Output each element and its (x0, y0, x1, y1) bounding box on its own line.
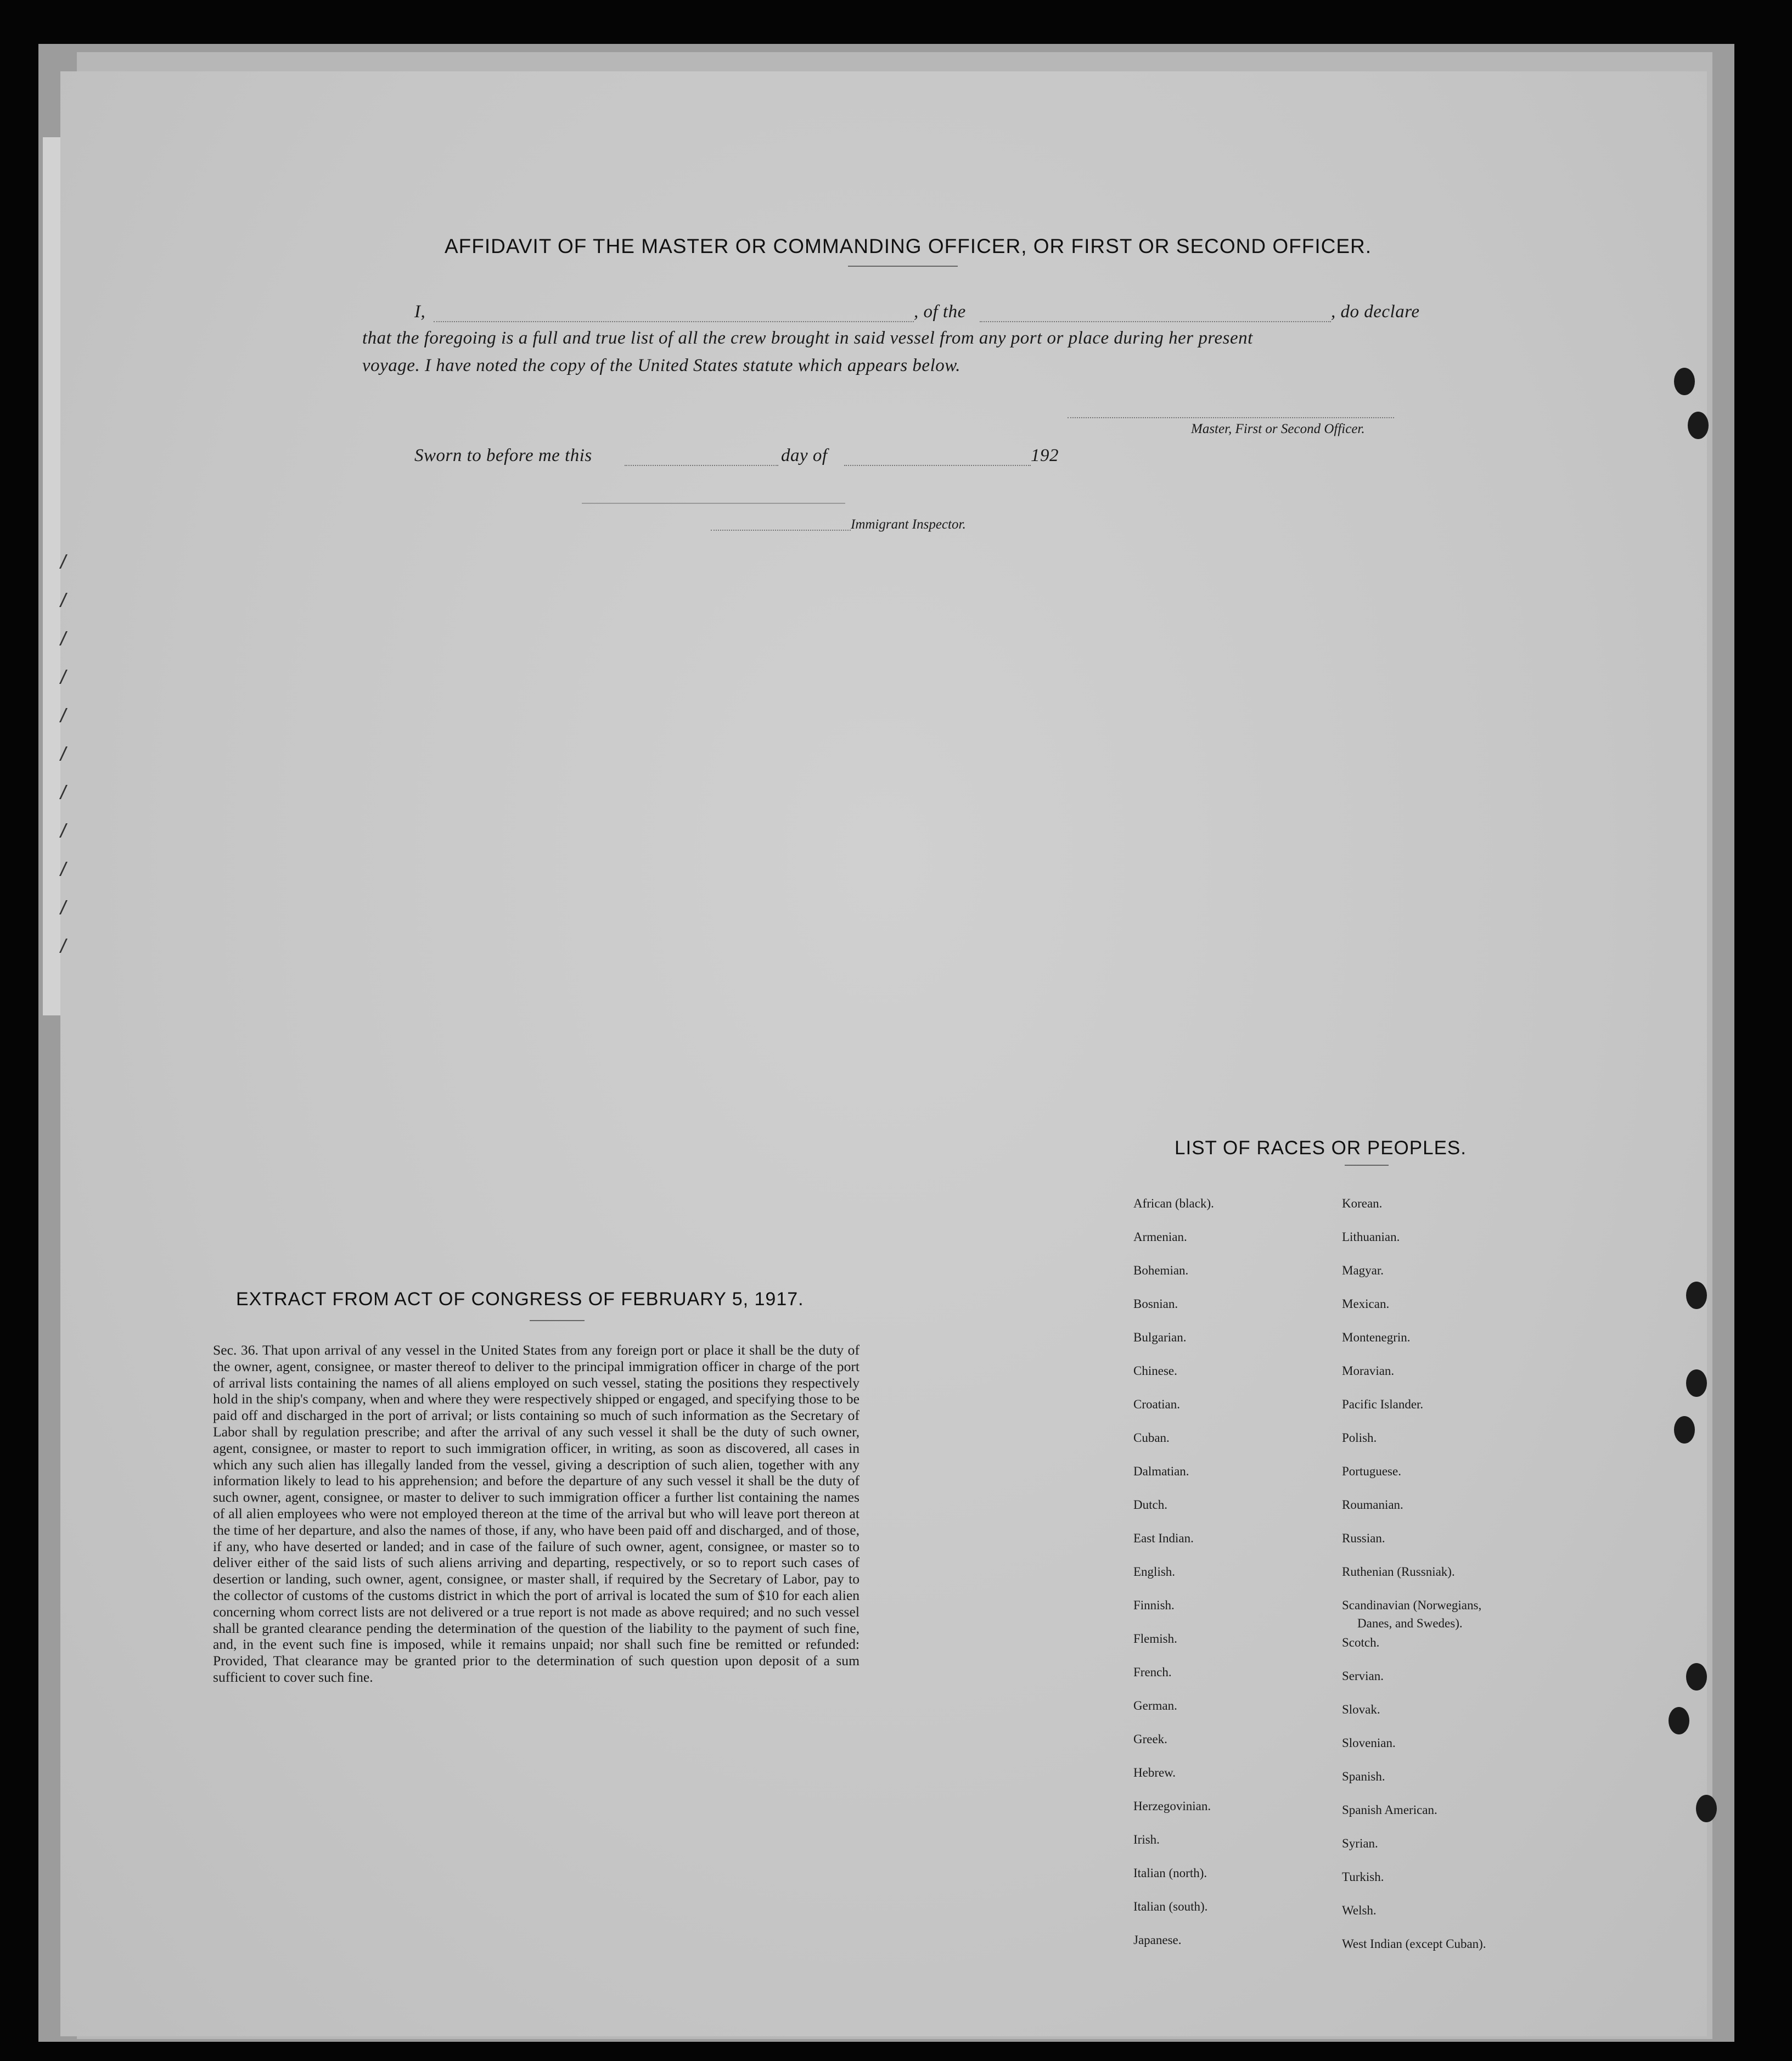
race-item: Pacific Islander. (1342, 1397, 1424, 1411)
vessel-blank (980, 321, 1331, 322)
race-item: Croatian. (1133, 1397, 1180, 1411)
race-item: Turkish. (1342, 1870, 1384, 1884)
race-item: Japanese. (1133, 1933, 1182, 1947)
race-item: Russian. (1342, 1531, 1385, 1545)
race-item: Bohemian. (1133, 1263, 1189, 1277)
affidavit-line1-start: I, (414, 302, 426, 322)
punch-hole (1688, 412, 1709, 439)
sworn-text: Sworn to before me this (414, 446, 592, 465)
punch-hole (1686, 1663, 1707, 1691)
race-item: Moravian. (1342, 1364, 1395, 1378)
punch-hole (1669, 1707, 1689, 1734)
extract-title-rule (530, 1320, 585, 1321)
race-item: Italian (north). (1133, 1866, 1207, 1880)
punch-hole (1674, 1416, 1695, 1444)
race-item: Finnish. (1133, 1598, 1175, 1612)
affidavit-line1-end: , do declare (1331, 302, 1420, 322)
name-blank (434, 321, 914, 322)
race-item: Scotch. (1342, 1636, 1380, 1649)
race-item: Portuguese. (1342, 1464, 1401, 1478)
affidavit-line3: voyage. I have noted the copy of the United States statute which appears below. (362, 356, 961, 375)
race-item: Hebrew. (1133, 1766, 1176, 1779)
punch-hole (1674, 368, 1695, 395)
race-item: Flemish. (1133, 1632, 1177, 1646)
affidavit-line2: that the foregoing is a full and true list of all the crew brought in said vessel from any port or place during her present (362, 328, 1253, 348)
punch-hole (1696, 1795, 1717, 1822)
race-item: French. (1133, 1665, 1172, 1679)
race-item: Spanish American. (1342, 1803, 1437, 1817)
affidavit-title: AFFIDAVIT OF THE MASTER OR COMMANDING OFFICER, OR FIRST OR SECOND OFFICER. (445, 235, 1372, 257)
month-blank (844, 465, 1031, 466)
master-signature-label: Master, First or Second Officer. (1191, 422, 1365, 436)
race-item: Polish. (1342, 1431, 1377, 1445)
race-item: Scandinavian (Norwegians, (1342, 1598, 1482, 1612)
race-item: Irish. (1133, 1833, 1160, 1846)
race-item: Cuban. (1133, 1431, 1170, 1445)
inspector-rule (582, 503, 845, 504)
race-item: Danes, and Swedes). (1357, 1616, 1463, 1630)
punch-hole (1686, 1282, 1707, 1309)
race-item: Slovenian. (1342, 1736, 1396, 1750)
punch-hole (1686, 1369, 1707, 1397)
race-item: Slovak. (1342, 1703, 1380, 1716)
races-title-rule (1345, 1165, 1389, 1166)
race-item: African (black). (1133, 1197, 1214, 1210)
race-item: Herzegovinian. (1133, 1799, 1211, 1813)
race-item: Chinese. (1133, 1364, 1177, 1378)
race-item: Spanish. (1342, 1770, 1385, 1783)
race-item: German. (1133, 1699, 1177, 1712)
race-item: Dutch. (1133, 1498, 1167, 1512)
race-item: Roumanian. (1342, 1498, 1403, 1512)
race-item: Welsh. (1342, 1903, 1377, 1917)
race-item: East Indian. (1133, 1531, 1194, 1545)
race-item: Magyar. (1342, 1263, 1384, 1277)
races-title: LIST OF RACES OR PEOPLES. (1175, 1137, 1467, 1159)
race-item: Montenegrin. (1342, 1330, 1411, 1344)
master-signature-line (1068, 417, 1394, 418)
race-item: Armenian. (1133, 1230, 1187, 1244)
title-rule (848, 266, 958, 267)
sworn-day-of: day of (781, 446, 828, 465)
sworn-year: 192 (1031, 446, 1059, 465)
race-item: Dalmatian. (1133, 1464, 1189, 1478)
race-item: English. (1133, 1565, 1176, 1579)
race-item: West Indian (except Cuban). (1342, 1937, 1486, 1951)
race-item: Ruthenian (Russniak). (1342, 1565, 1455, 1579)
race-item: Syrian. (1342, 1837, 1378, 1850)
inspector-label: Immigrant Inspector. (851, 517, 966, 532)
extract-body: Sec. 36. That upon arrival of any vessel in the United States from any foreign port or place it shall be the duty of the owner, agent, consignee, or master thereof to deliver to the principal immigration officer in charge of the port of arrival lists containing the names of all aliens employed on such vessel, stating the positions they respectively hold in the ship's company, when and where they were respectively shipped or engaged, and specifying those to be paid off and discharged in the port of arrival; or lists containing so much of such information as the Secretary of Labor shall by regulation prescribe; and after the arrival of any such vessel it shall be the duty of such owner, agent, consignee, or master to report to such immigration officer, in writing, as soon as discovered, all cases in which any such alien has illegally landed from the vessel, giving a description of such alien, together with any information likely to lead to his apprehension; and before the departure of any such vessel it shall be the duty of such owner, agent, consignee, or master to deliver to such immigration officer a further list containing the names of all alien employees who were not employed thereon at the time of the arrival but who will leave port thereon at the time of her departure, and also the names of those, if any, who have been paid off and discharged, and of those, if any, who have deserted or landed; and in case of the failure of such owner, agent, consignee, or master so to deliver either of the said lists of such aliens arriving and departing, respectively, or so to report such cases of desertion or landing, such owner, agent, consignee, or master shall, if required by the Secretary of Labor, pay to the collector of customs of the customs district in which the port of arrival is located the sum of $10 for each alien concerning whom correct lists are not delivered or a true report is not made as above required; and no such vessel shall be granted clearance pending the determination of the question of the liability to the payment of such fine, and, in the event such fine is imposed, while it remains unpaid; nor shall such fine be remitted or refunded: Provided, That clearance may be granted prior to the determination of such question upon deposit of a sum sufficient to cover such fine. (213, 1342, 860, 1685)
inspector-signature-line (711, 530, 851, 531)
race-item: Bosnian. (1133, 1297, 1178, 1311)
race-item: Greek. (1133, 1732, 1167, 1746)
race-item: Servian. (1342, 1669, 1384, 1683)
race-item: Lithuanian. (1342, 1230, 1400, 1244)
day-blank (625, 465, 778, 466)
extract-title: EXTRACT FROM ACT OF CONGRESS OF FEBRUARY 5, 1917. (236, 1289, 804, 1310)
race-item: Mexican. (1342, 1297, 1390, 1311)
race-item: Korean. (1342, 1197, 1383, 1210)
affidavit-line1-mid: , of the (914, 302, 966, 322)
race-item: Bulgarian. (1133, 1330, 1187, 1344)
race-item: Italian (south). (1133, 1900, 1208, 1913)
